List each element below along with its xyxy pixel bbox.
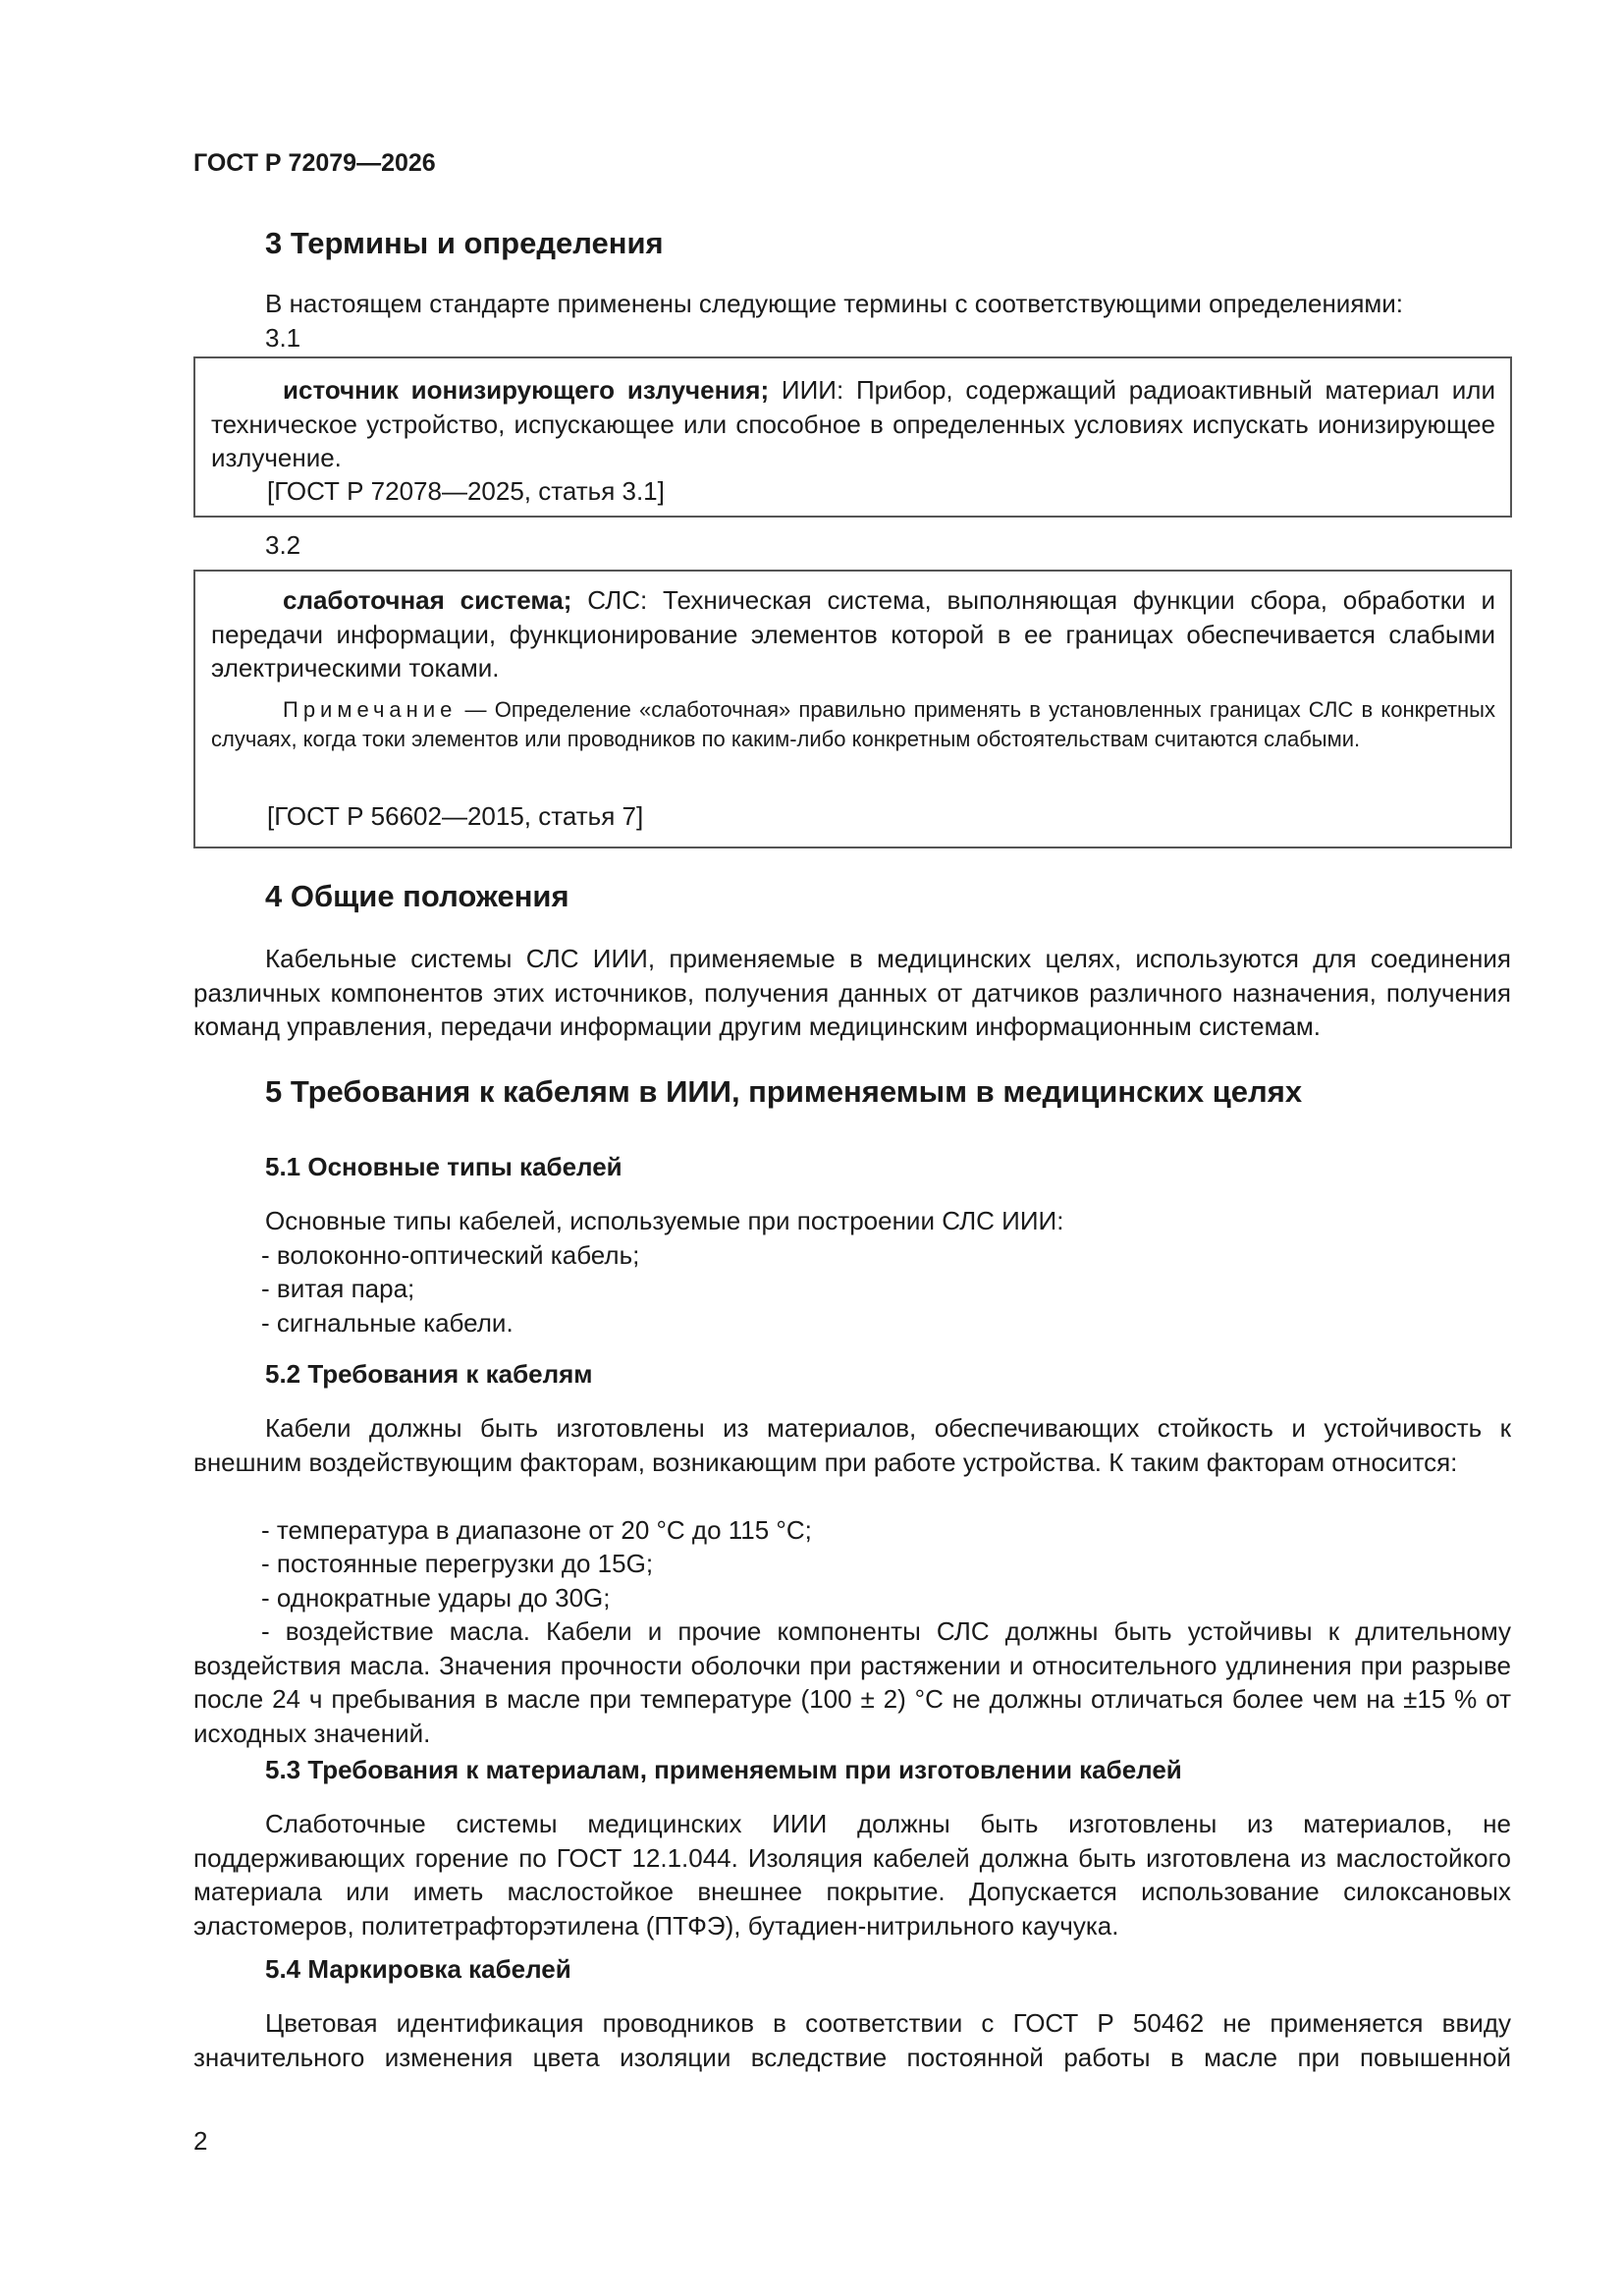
- cable-type-item: - волоконно-оптический кабель;: [261, 1240, 640, 1270]
- cable-type-item: - сигнальные кабели.: [261, 1308, 514, 1338]
- document-header: ГОСТ Р 72079—2026: [193, 149, 436, 177]
- term-3-2-term: слаботочная система;: [283, 585, 572, 615]
- term-3-2-source: [ГОСТ Р 56602—2015, статья 7]: [267, 801, 644, 831]
- note-label: Примечание: [283, 697, 458, 722]
- section-5-2-intro: Кабели должны быть изготовлены из материалов, обеспечивающих стойкость и устойчивость к внешним воздействующим факторам, возникающим при работе устройства. К таким факторам относится:: [193, 1413, 1511, 1477]
- term-3-2-box: [193, 570, 1512, 848]
- page-number: 2: [193, 2126, 208, 2156]
- cable-type-item: - витая пара;: [261, 1274, 415, 1303]
- section-3-intro: В настоящем стандарте применены следующие термины с соответствующими определениями:: [265, 289, 1404, 318]
- section-5-1-intro: Основные типы кабелей, используемые при построении СЛС ИИИ:: [265, 1206, 1064, 1235]
- section-5-4-text: Цветовая идентификация проводников в соответствии с ГОСТ Р 50462 не применяется ввиду значительного изменения цвета изоляции вследствие постоянной работы в масле при повышенной: [193, 2008, 1511, 2072]
- factor-item-oil: - воздействие масла. Кабели и прочие компоненты СЛС должны быть устойчивы к длительному воздействия масла. Значения прочности оболочки при растяжении и относительного удлинения при разрыве после 24 ч пребывания в масле при температуре (100 ± 2) °С не должны отличаться более чем на ±15 % от исходных значений.: [193, 1616, 1511, 1748]
- term-3-1-box: [193, 356, 1512, 518]
- term-3-1-number: 3.1: [265, 323, 301, 353]
- term-3-2-definition: [211, 583, 1495, 685]
- section-5-1-title: 5.1 Основные типы кабелей: [265, 1152, 622, 1181]
- section-5-title: 5 Требования к кабелям в ИИИ, применяемым в медицинских целях: [265, 1074, 1303, 1109]
- term-3-1-term: источник ионизирующего излучения;: [283, 375, 770, 405]
- term-3-1-definition: [211, 373, 1495, 475]
- section-5-2-title: 5.2 Требования к кабелям: [265, 1359, 593, 1389]
- section-4-title: 4 Общие положения: [265, 879, 569, 913]
- section-5-3-text: Слаботочные системы медицинских ИИИ должны быть изготовлены из материалов, не поддерживающих горение по ГОСТ 12.1.044. Изоляция кабелей должна быть изготовлена из маслостойкого материала или иметь маслостойкое внешнее покрытие. Допускается использование силоксановых эластомеров, политетрафторэтилена (ПТФЭ), бутадиен-нитрильного каучука.: [193, 1809, 1511, 1941]
- section-3-title: 3 Термины и определения: [265, 226, 664, 260]
- factor-item: - однократные удары до 30G;: [261, 1583, 611, 1613]
- term-3-2-note: [211, 695, 1495, 754]
- term-3-1-text: ИИИ: Прибор, содержащий радиоактивный материал или техническое устройство, испускающее или способное в определенных условиях испускать ионизирующее излучение.: [211, 375, 1495, 472]
- term-3-1-source: [ГОСТ Р 72078—2025, статья 3.1]: [267, 476, 665, 506]
- note-text: — Определение «слаботочная» правильно применять в установленных границах СЛС в конкретных случаях, когда токи элементов или проводников по каким-либо конкретным обстоятельствам считаются слабыми.: [211, 697, 1495, 751]
- factor-item: - температура в диапазоне от 20 °С до 115 °С;: [261, 1515, 812, 1545]
- term-3-2-text: СЛС: Техническая система, выполняющая функции сбора, обработки и передачи информации, функционирование элементов которой в ее границах обеспечивается слабыми электрическими токами.: [211, 585, 1495, 683]
- term-3-2-number: 3.2: [265, 530, 301, 560]
- section-4-text: Кабельные системы СЛС ИИИ, применяемые в медицинских целях, используются для соединения различных компонентов этих источников, получения данных от датчиков различного назначения, получения команд управления, передачи информации другим медицинским информационным системам.: [193, 944, 1511, 1041]
- section-5-3-title: 5.3 Требования к материалам, применяемым при изготовлении кабелей: [265, 1755, 1182, 1784]
- factor-item: - постоянные перегрузки до 15G;: [261, 1549, 654, 1578]
- section-5-4-title: 5.4 Маркировка кабелей: [265, 1954, 571, 1984]
